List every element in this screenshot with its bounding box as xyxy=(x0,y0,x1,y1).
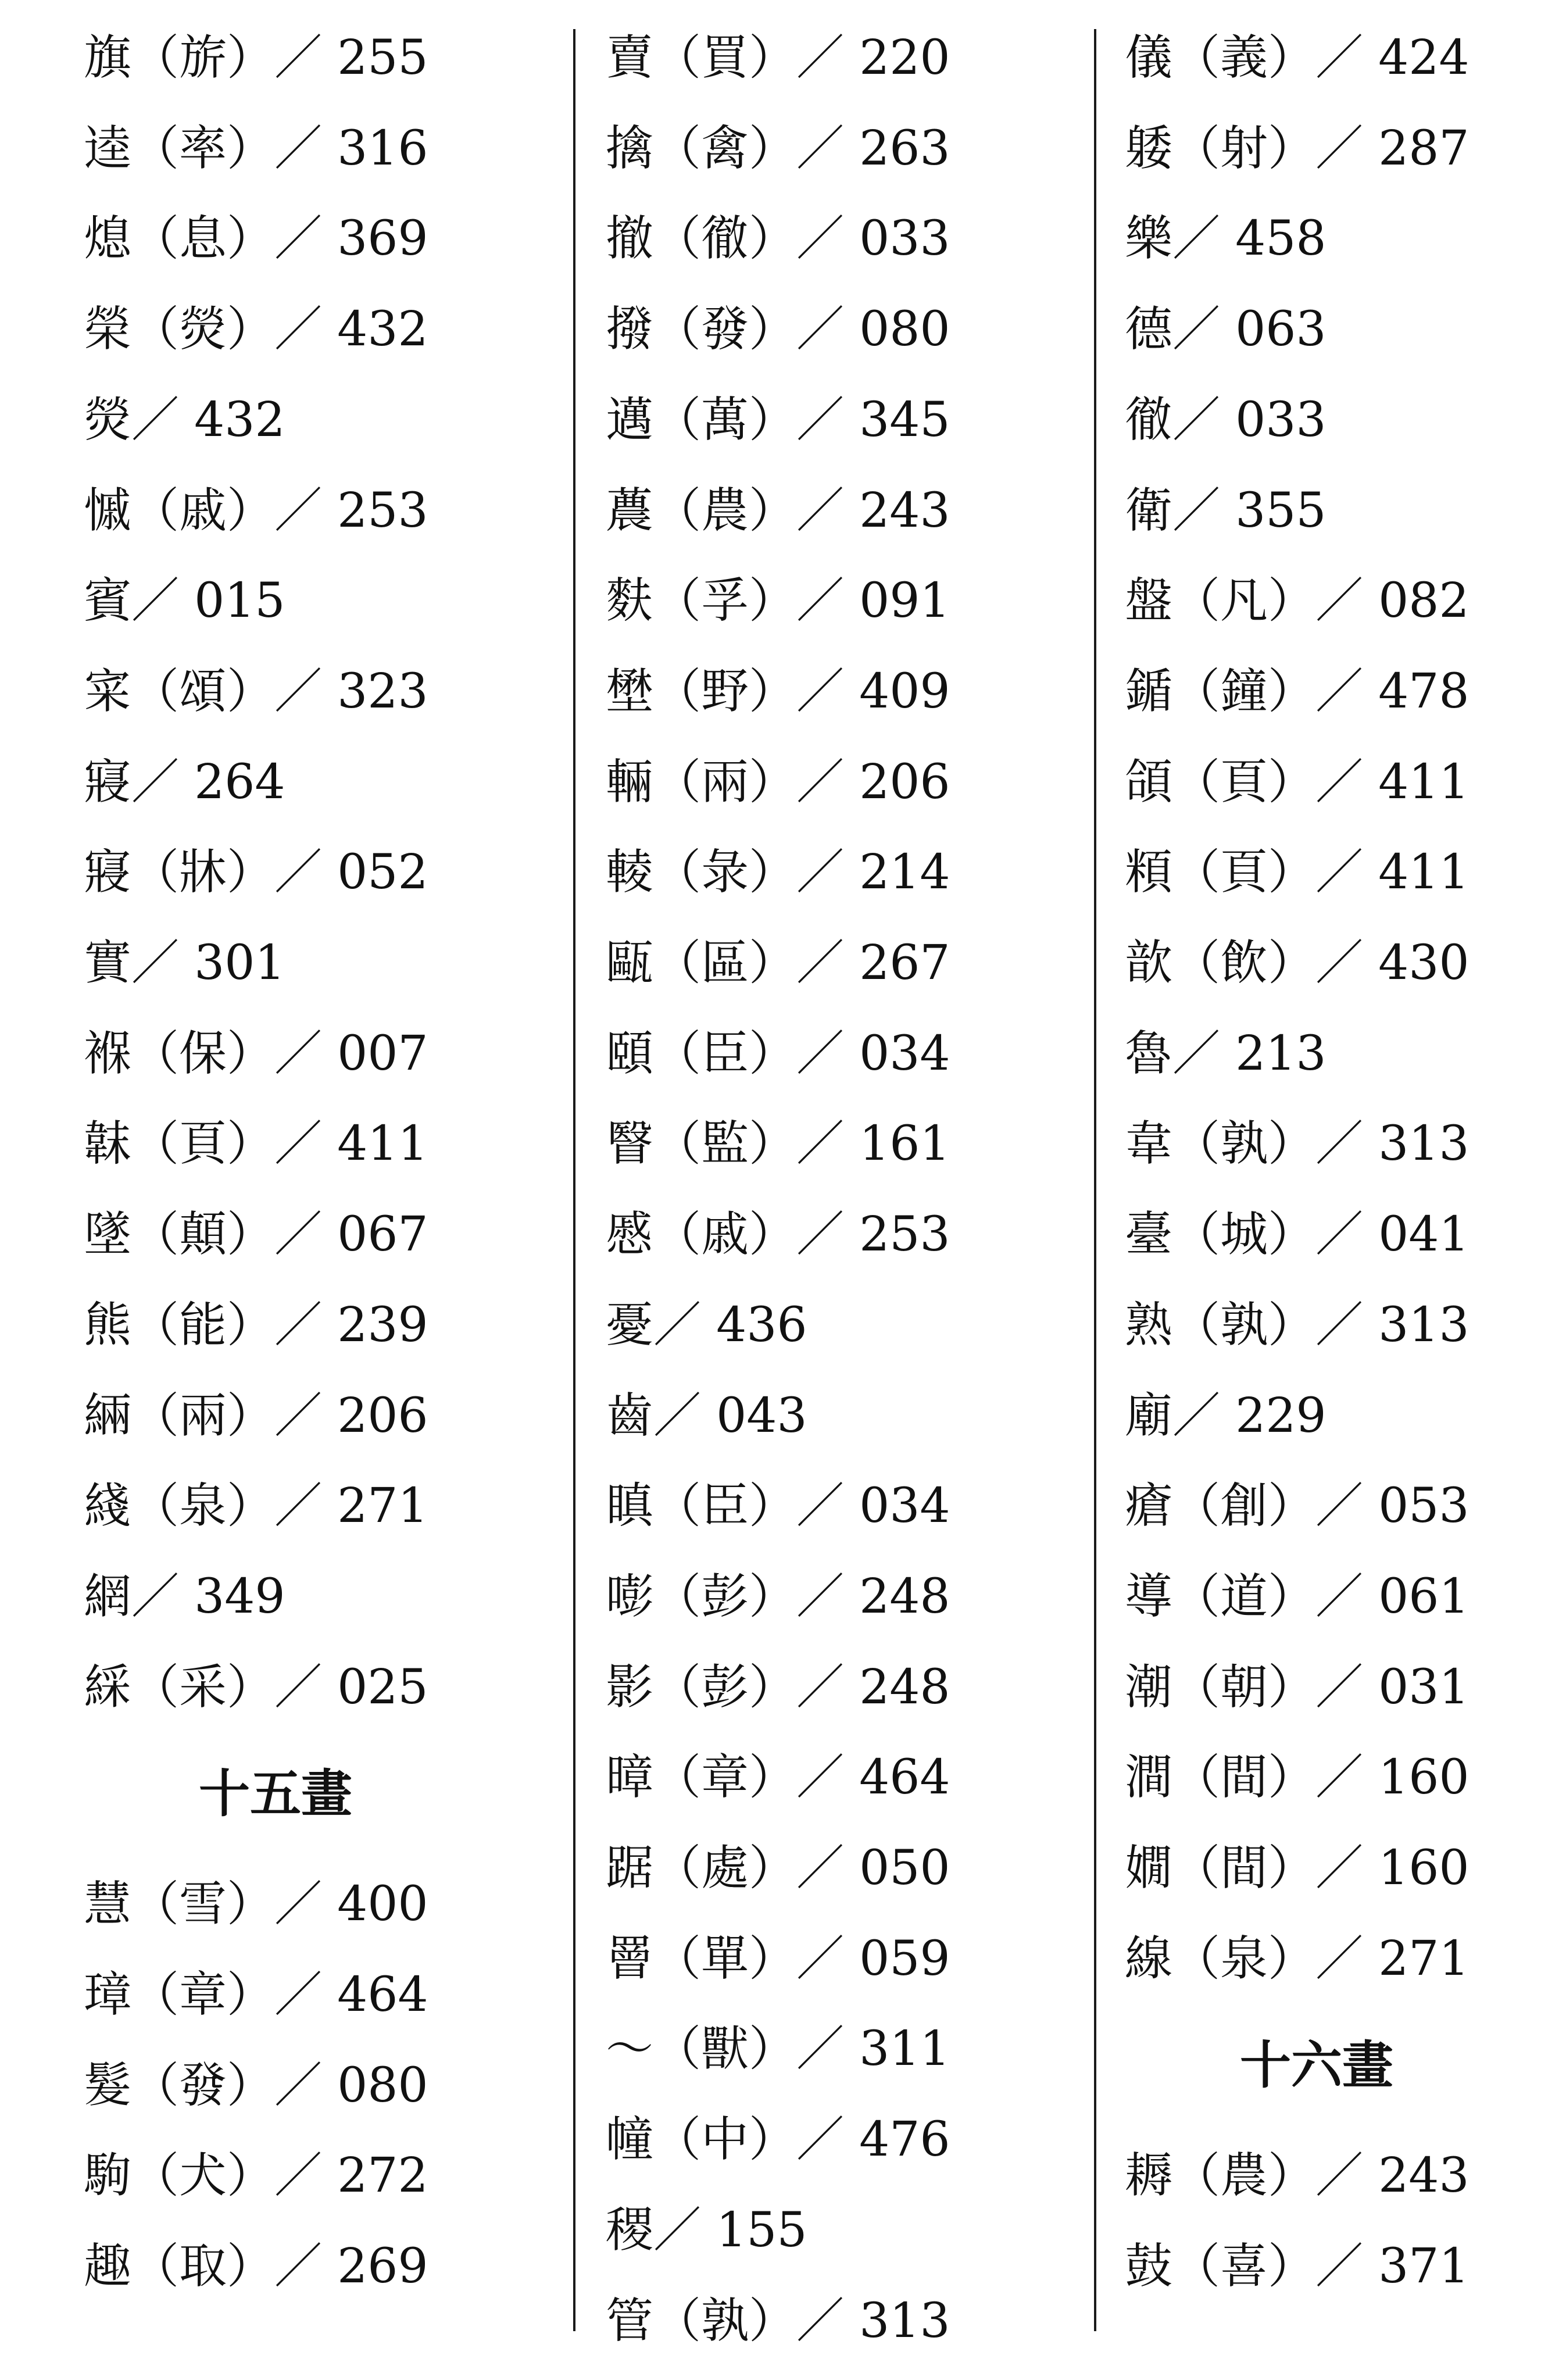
column-divider-2 xyxy=(1094,29,1096,2331)
index-entry: 撤（徹）／ 033 xyxy=(606,211,950,267)
index-entry: 嫺（間）／ 160 xyxy=(1125,1841,1470,1896)
index-entry: 撥（發）／ 080 xyxy=(606,302,950,358)
index-entry: 儀（義）／ 424 xyxy=(1125,30,1470,85)
index-entry: 躷（射）／ 287 xyxy=(1125,120,1470,176)
index-entry: 擒（禽）／ 263 xyxy=(606,120,950,176)
index-entry: 寢／ 264 xyxy=(84,754,285,810)
index-entry: 寢（牀）／ 052 xyxy=(84,845,428,900)
index-entry: 綵（采）／ 025 xyxy=(84,1659,428,1715)
index-entry: 熟（孰）／ 313 xyxy=(1125,1297,1470,1353)
index-entry: 緉（兩）／ 206 xyxy=(84,1388,428,1443)
index-entry: 踞（處）／ 050 xyxy=(606,1841,950,1896)
index-entry: 網／ 349 xyxy=(84,1568,285,1624)
index-entry: 管（孰）／ 313 xyxy=(606,2293,950,2349)
index-entry: 暲（章）／ 464 xyxy=(606,1750,950,1806)
index-entry: 導（道）／ 061 xyxy=(1125,1568,1470,1624)
index-entry: 慼（戚）／ 253 xyxy=(606,1207,950,1263)
index-entry: 熄（息）／ 369 xyxy=(84,211,428,267)
index-entry: 壄（野）／ 409 xyxy=(606,663,950,719)
index-entry: 褓（保）／ 007 xyxy=(84,1025,428,1081)
index-entry: 影（彭）／ 248 xyxy=(606,1659,950,1715)
index-entry: 熒／ 432 xyxy=(84,392,285,448)
index-entry: 頤（臣）／ 034 xyxy=(606,1025,950,1081)
index-entry: 德／ 063 xyxy=(1125,302,1327,358)
index-entry: 鼓（喜）／ 371 xyxy=(1125,2239,1470,2295)
index-entry: 瞋（臣）／ 034 xyxy=(606,1478,950,1534)
index-entry: 蕽（農）／ 243 xyxy=(606,483,950,538)
index-entry: 慽（戚）／ 253 xyxy=(84,483,428,538)
index-entry: 韋（孰）／ 313 xyxy=(1125,1116,1470,1172)
index-entry: 線（泉）／ 271 xyxy=(1125,1931,1470,1986)
index-entry: 頜（頁）／ 411 xyxy=(1125,754,1470,810)
stroke-count-heading: 十五畫 xyxy=(198,1764,352,1824)
index-entry: 樂／ 458 xyxy=(1125,211,1327,267)
index-entry: 駒（犬）／ 272 xyxy=(84,2148,428,2204)
index-entry: 魯／ 213 xyxy=(1125,1025,1327,1081)
index-entry: 嘭（彭）／ 248 xyxy=(606,1568,950,1624)
index-entry: 罾（單）／ 059 xyxy=(606,1931,950,1986)
index-entry: 賓／ 015 xyxy=(84,573,285,629)
index-entry: 邁（萬）／ 345 xyxy=(606,392,950,448)
index-entry: 潮（朝）／ 031 xyxy=(1125,1659,1470,1715)
index-entry: 衛／ 355 xyxy=(1125,483,1327,538)
index-entry: 頪（頁）／ 411 xyxy=(1125,845,1470,900)
index-entry: 瘡（創）／ 053 xyxy=(1125,1478,1470,1534)
index-entry: 瞖（監）／ 161 xyxy=(606,1116,950,1172)
column-divider-1 xyxy=(573,29,575,2331)
index-entry: 慧（雪）／ 400 xyxy=(84,1877,428,1932)
index-entry: 賣（買）／ 220 xyxy=(606,30,950,85)
index-entry: 歆（飲）／ 430 xyxy=(1125,935,1470,991)
index-entry: 寀（頌）／ 323 xyxy=(84,663,428,719)
index-entry: 盤（凡）／ 082 xyxy=(1125,573,1470,629)
index-entry: 榮（熒）／ 432 xyxy=(84,302,428,358)
index-entry: 髮（發）／ 080 xyxy=(84,2057,428,2113)
index-entry: 綫（泉）／ 271 xyxy=(84,1478,428,1534)
index-entry: 幢（中）／ 476 xyxy=(606,2112,950,2168)
index-entry: ～（獸）／ 311 xyxy=(606,2021,950,2077)
index-entry: 鍎（鐘）／ 478 xyxy=(1125,663,1470,719)
index-entry: 趣（取）／ 269 xyxy=(84,2239,428,2295)
index-entry: 旗（旂）／ 255 xyxy=(84,30,428,85)
index-entry: 逵（率）／ 316 xyxy=(84,120,428,176)
index-entry: 臺（城）／ 041 xyxy=(1125,1207,1470,1263)
index-entry: 墜（顛）／ 067 xyxy=(84,1207,428,1263)
index-entry: 憂／ 436 xyxy=(606,1297,807,1353)
index-entry: 實／ 301 xyxy=(84,935,285,991)
index-entry: 耨（農）／ 243 xyxy=(1125,2148,1470,2204)
index-entry: 廟／ 229 xyxy=(1125,1388,1327,1443)
index-entry: 澗（間）／ 160 xyxy=(1125,1750,1470,1806)
index-entry: 璋（章）／ 464 xyxy=(84,1967,428,2022)
index-entry: 輛（兩）／ 206 xyxy=(606,754,950,810)
index-entry: 熊（能）／ 239 xyxy=(84,1297,428,1353)
index-entry: 輘（彔）／ 214 xyxy=(606,845,950,900)
index-entry: 甌（區）／ 267 xyxy=(606,935,950,991)
index-entry: 麩（孚）／ 091 xyxy=(606,573,950,629)
index-entry: 稷／ 155 xyxy=(606,2202,807,2258)
index-entry: 韎（頁）／ 411 xyxy=(84,1116,428,1172)
index-entry: 徹／ 033 xyxy=(1125,392,1327,448)
index-entry: 齒／ 043 xyxy=(606,1388,807,1443)
stroke-count-heading: 十六畫 xyxy=(1239,2035,1393,2096)
